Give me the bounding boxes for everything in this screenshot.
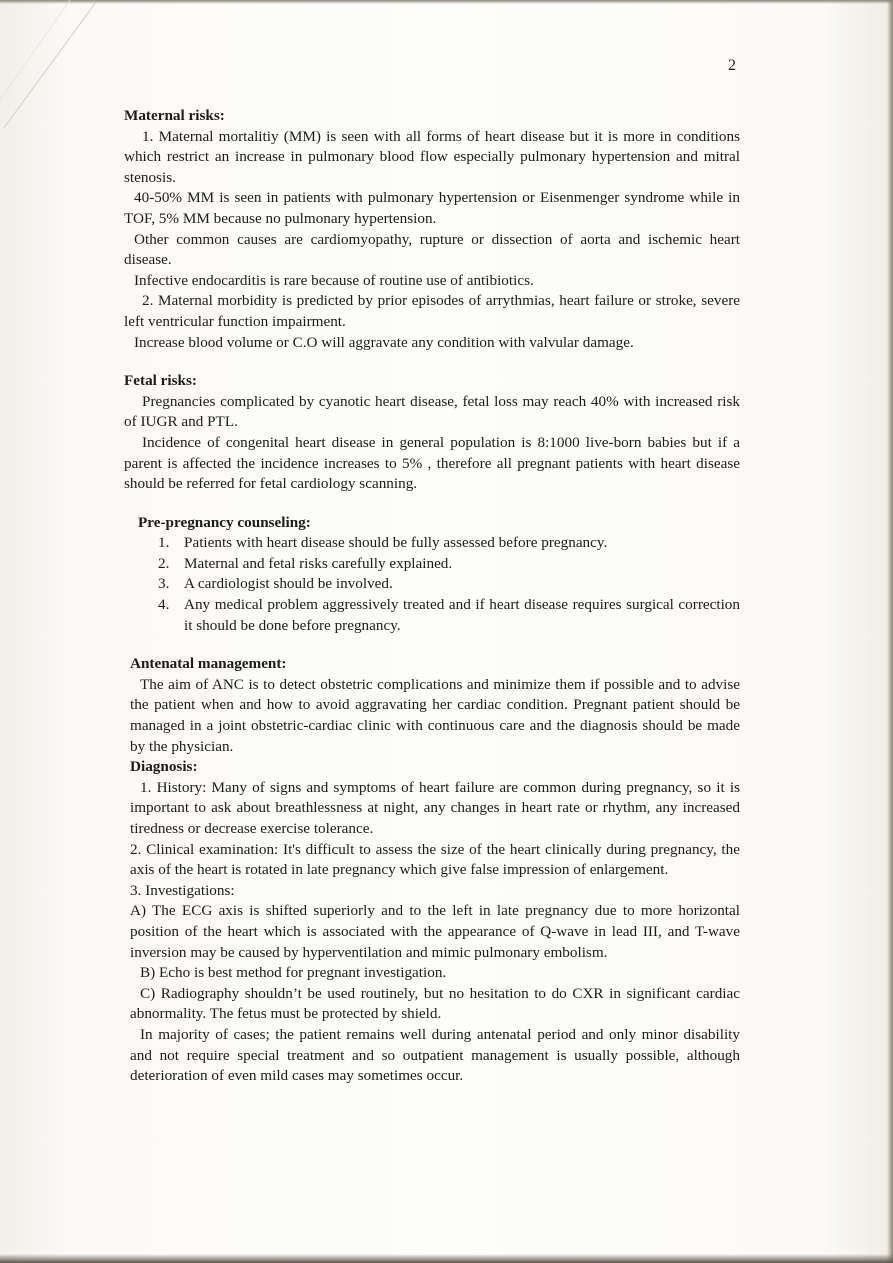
diagnosis-heading: Diagnosis:: [130, 758, 198, 776]
maternal-paragraph-4: Infective endocarditis is rare because of routine use of antibiotics.: [134, 271, 534, 289]
counseling-heading: Pre-pregnancy counseling:: [138, 513, 311, 531]
list-item-text: Any medical problem aggressively treated and if heart disease requires surgical correction it should be done before pregnancy.: [184, 596, 740, 634]
fetal-paragraph-1: Pregnancies complicated by cyanotic heart disease, fetal loss may reach 40% with increased risk of IUGR and PTL.: [124, 392, 740, 431]
list-item: [158, 595, 740, 636]
diagnosis-investigations: 3. Investigations:: [130, 881, 235, 899]
list-item-text: A cardiologist should be involved.: [184, 575, 393, 593]
maternal-risks-section: [124, 106, 740, 353]
antenatal-intro: The aim of ANC is to detect obstetric complications and minimize them if possible and to advise the patient when and how to avoid aggravating her cardiac condition. Pregnant patient should be managed in a joint obstetric-cardiac clinic with continuous care and the diagnosis should be made by the physician.: [130, 675, 740, 755]
fetal-paragraph-2: Incidence of congenital heart disease in general population is 8:1000 live-born babies but if a parent is affected the incidence increases to 5% , therefore all pregnant patients with heart disease should be referred for fetal cardiology scanning.: [124, 433, 740, 493]
page-edge-right: [887, 0, 893, 1263]
investigation-ecg: A) The ECG axis is shifted superiorly and to the left in late pregnancy due to more horizontal position of the heart which is associated with the appearance of Q-wave in lead III, and T-wave inversion may be caused by hyperventilation and mimic pulmonary embolism.: [130, 902, 740, 961]
fetal-risks-section: [124, 371, 740, 495]
maternal-paragraph-3: Other common causes are cardiomyopathy, rupture or dissection of aorta and ischemic heart disease.: [124, 230, 740, 269]
antenatal-heading: Antenatal management:: [130, 655, 287, 673]
list-item-number: 1.: [158, 534, 170, 552]
maternal-risks-heading: Maternal risks:: [124, 107, 225, 124]
document-body: [124, 106, 740, 1087]
maternal-paragraph-5: 2. Maternal morbidity is predicted by prior episodes of arrythmias, heart failure or stroke, severe left ventricular function impairment.: [124, 292, 740, 330]
antenatal-management-section: [124, 654, 740, 1086]
investigation-radiography: C) Radiography shouldn’t be used routinely, but no hesitation to do CXR in significant cardiac abnormality. The fetus must be protected by shield.: [130, 984, 740, 1023]
maternal-paragraph-2: 40-50% MM is seen in patients with pulmonary hypertension or Eisenmenger syndrome while in TOF, 5% MM because no pulmonary hypertension.: [124, 189, 740, 227]
counseling-list: [138, 533, 740, 636]
page-edge-bottom: [0, 1254, 893, 1263]
page-number: 2: [728, 57, 736, 74]
investigation-echo: B) Echo is best method for pregnant investigation.: [140, 964, 447, 982]
diagnosis-history: 1. History: Many of signs and symptoms of heart failure are common during pregnancy, so it is important to ask about breathlessness at night, any changes in heart rate or rhythm, any increased tiredness or decrease exercise tolerance.: [130, 778, 740, 837]
diagnosis-clinical-exam: 2. Clinical examination: It's difficult to assess the size of the heart clinically during pregnancy, the axis of the heart is rotated in late pregnancy which give false impression of enlargement.: [130, 840, 740, 879]
antenatal-conclusion: In majority of cases; the patient remains well during antenatal period and only minor disability and not require special treatment and so outpatient management is usually possible, although deterioration of even mild cases may sometimes occur.: [130, 1025, 740, 1085]
fetal-risks-heading: Fetal risks:: [124, 372, 197, 390]
maternal-paragraph-1: 1. Maternal mortalitiy (MM) is seen with all forms of heart disease but it is more in conditions which restrict an increase in pulmonary blood flow especially pulmonary hypertension and mitral stenosis.: [124, 127, 740, 186]
list-item: [158, 574, 740, 595]
list-item: [158, 533, 740, 554]
list-item-text: Maternal and fetal risks carefully explained.: [184, 554, 453, 572]
list-item-number: 3.: [158, 575, 170, 593]
page-crease-mark: [0, 0, 140, 140]
list-item-text: Patients with heart disease should be fully assessed before pregnancy.: [184, 534, 608, 552]
maternal-paragraph-6: Increase blood volume or C.O will aggravate any condition with valvular damage.: [134, 333, 634, 351]
list-item-number: 4.: [158, 596, 170, 614]
pre-pregnancy-counseling-section: [124, 513, 740, 637]
list-item-number: 2.: [158, 554, 170, 572]
list-item: [158, 554, 740, 575]
